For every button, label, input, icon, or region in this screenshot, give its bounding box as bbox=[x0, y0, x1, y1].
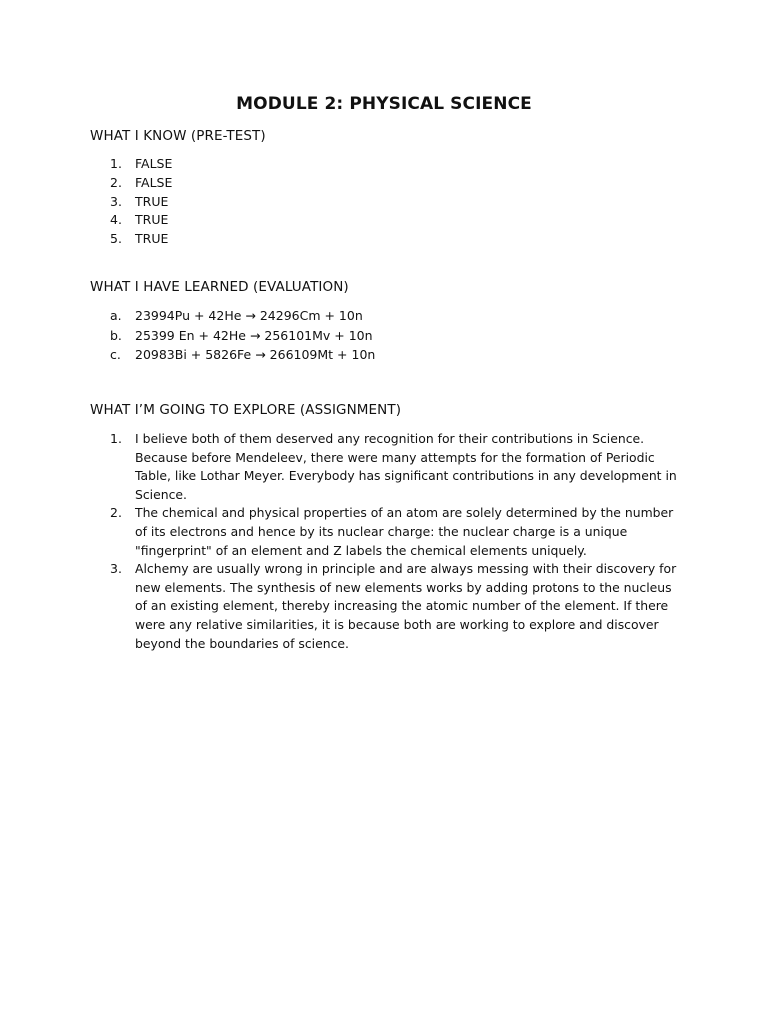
list-item bbox=[110, 504, 685, 560]
list-item-text: 20983Bi + 5826Fe → 266109Mt + 10n bbox=[135, 347, 376, 362]
list-marker: b. bbox=[110, 327, 122, 343]
pretest-answer-list bbox=[110, 155, 685, 249]
list-item-text: 23994Pu + 42He → 24296Cm + 10n bbox=[135, 308, 363, 323]
list-item-text: The chemical and physical properties of an atom are solely determined by the number of its electrons and hence by its nuclear charge: the nuclear charge is a unique "fingerprint" of an element and Z labels the chemical elements uniquely. bbox=[135, 505, 674, 558]
list-item bbox=[110, 211, 685, 230]
list-marker: 1. bbox=[110, 156, 122, 171]
list-marker: 1. bbox=[110, 431, 122, 446]
assignment-answer-list bbox=[110, 430, 685, 653]
list-item-text: TRUE bbox=[135, 193, 169, 209]
list-item bbox=[110, 155, 685, 174]
list-marker: c. bbox=[110, 347, 121, 362]
list-item bbox=[110, 345, 685, 365]
list-item bbox=[110, 193, 685, 212]
list-item-text: TRUE bbox=[135, 212, 169, 228]
list-item-text: Alchemy are usually wrong in principle and are always messing with their discovery for new elements. The synthesis of new elements works by adding protons to the nucleus of an existing element, thereby increasing the atomic number of the element. If there were any relative similarities, it is because both are working to explore and discover beyond the boundaries of science. bbox=[135, 561, 677, 651]
list-item-text: TRUE bbox=[135, 231, 169, 247]
list-marker: 2. bbox=[110, 174, 122, 190]
page-title: MODULE 2: PHYSICAL SCIENCE bbox=[236, 94, 532, 114]
list-item bbox=[110, 174, 685, 193]
section-heading-evaluation: WHAT I HAVE LEARNED (EVALUATION) bbox=[90, 279, 349, 295]
list-item bbox=[110, 326, 685, 346]
list-marker: 3. bbox=[110, 561, 122, 577]
list-marker: 5. bbox=[110, 231, 122, 247]
list-item bbox=[110, 430, 685, 504]
list-item-text: FALSE bbox=[135, 174, 173, 190]
list-marker: 4. bbox=[110, 212, 122, 228]
section-heading-pretest: WHAT I KNOW (PRE-TEST) bbox=[90, 128, 266, 144]
list-marker: a. bbox=[110, 308, 122, 323]
list-item-text: FALSE bbox=[135, 156, 173, 171]
evaluation-answer-list bbox=[110, 306, 685, 365]
list-marker: 3. bbox=[110, 193, 122, 209]
list-item-text: I believe both of them deserved any recognition for their contributions in Science. Because before Mendeleev, there were many attempts for the formation of Periodic Table, like Lothar Meyer. Everybody has significant contributions in any development in Science. bbox=[135, 431, 677, 502]
section-heading-assignment: WHAT I’M GOING TO EXPLORE (ASSIGNMENT) bbox=[90, 402, 402, 418]
list-marker: 2. bbox=[110, 505, 122, 521]
list-item bbox=[110, 306, 685, 326]
list-item bbox=[110, 230, 685, 249]
list-item bbox=[110, 560, 685, 653]
list-item-text: 25399 En + 42He → 256101Mv + 10n bbox=[135, 327, 373, 343]
